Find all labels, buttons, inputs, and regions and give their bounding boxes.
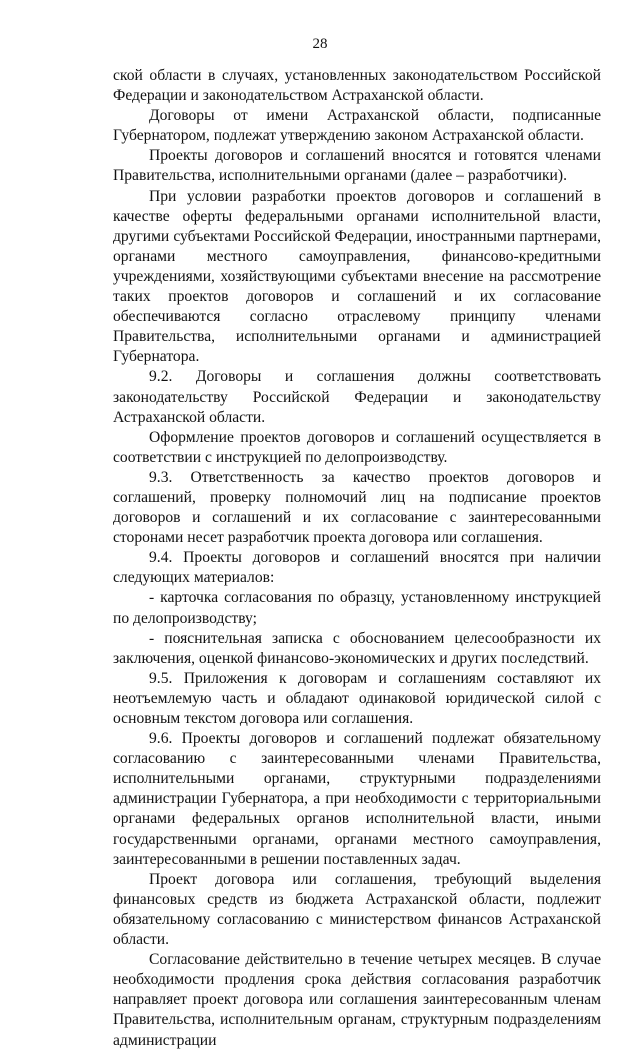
paragraph: При условии разработки проектов договоров и соглашений в качестве оферты федеральными органами исполнительной власти, другими субъектами Российской Федерации, иностранными партнерами, органами местного самоуправления, финансово-кредитными учреждениями, хозяйствующими субъектами внесение на рассмотрение таких проектов договоров и соглашений и их согласование обеспечиваются согласно отраслевому принципу членами Правительства, исполнительными органами и администрацией Губернатора. bbox=[113, 187, 601, 366]
list-item: - карточка согласования по образцу, установленному инструкцией по делопроизводству; bbox=[113, 589, 601, 627]
paragraph: Проект договора или соглашения, требующий выделения финансовых средств из бюджета Астраханской области, подлежит обязательному согласованию с министерством финансов Астраханской области. bbox=[113, 870, 601, 949]
page-number: 28 bbox=[312, 36, 328, 52]
paragraph: 9.6. Проекты договоров и соглашений подлежат обязательному согласованию с заинтересованными членами Правительства, исполнительными органами, структурными подразделениями администрации Губернатора, а при необходимости с территориальными органами федеральных органов исполнительной власти, иными государственными органами, органами местного самоуправления, заинтересованными в решении поставленных задач. bbox=[113, 730, 601, 868]
paragraph: ской области в случаях, установленных законодательством Российской Федерации и законодательством Астраханской области. bbox=[113, 67, 601, 105]
paragraph: 9.5. Приложения к договорам и соглашениям составляют их неотъемлемую часть и обладают одинаковой юридической силой с основным текстом договора или соглашения. bbox=[113, 669, 601, 727]
list-item: - пояснительная записка с обоснованием целесообразности их заключения, оценкой финансово-экономических и других последствий. bbox=[113, 629, 601, 667]
paragraph: Согласование действительно в течение четырех месяцев. В случае необходимости продления срока действия согласования разработчик направляет проект договора или соглашения заинтересованным членам Правительства, исполнительным органам, структурным подразделениям администрации bbox=[113, 951, 601, 1049]
paragraph: 9.2. Договоры и соглашения должны соответствовать законодательству Российской Федерации и законодательству Астраханской области. bbox=[113, 368, 601, 426]
paragraph: Проекты договоров и соглашений вносятся и готовятся членами Правительства, исполнительными органами (далее – разработчики). bbox=[113, 147, 601, 185]
paragraph: Оформление проектов договоров и соглашений осуществляется в соответствии с инструкцией по делопроизводству. bbox=[113, 428, 601, 466]
body-text bbox=[113, 66, 601, 1051]
paragraph: 9.4. Проекты договоров и соглашений вносятся при наличии следующих материалов: bbox=[113, 549, 601, 587]
paragraph: Договоры от имени Астраханской области, подписанные Губернатором, подлежат утверждению законом Астраханской области. bbox=[113, 107, 601, 145]
paragraph: 9.3. Ответственность за качество проектов договоров и соглашений, проверку полномочий лиц на подписание проектов договоров и соглашений и их согласование с заинтересованными сторонами несет разработчик проекта договора или соглашения. bbox=[113, 468, 601, 547]
